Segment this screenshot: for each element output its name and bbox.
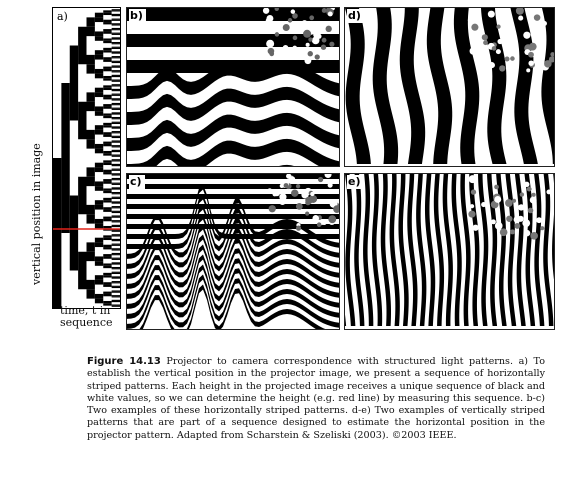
x-axis-label-line2: sequence: [60, 316, 113, 329]
panel-label-b: b): [129, 9, 146, 23]
x-axis-label: [60, 305, 113, 329]
figure-number: Figure 14.13: [87, 356, 161, 367]
gray-code-diagram: [53, 8, 120, 308]
photo-d: [345, 8, 554, 166]
y-axis-label: vertical position in image: [30, 143, 43, 285]
panel-d-vertical-stripes-coarse: [344, 7, 555, 167]
photo-b: [127, 8, 339, 166]
panel-c-horizontal-stripes-fine: [126, 173, 340, 330]
photo-c: [127, 174, 339, 329]
panel-label-d: d): [347, 9, 364, 23]
panel-label-c: c): [129, 175, 145, 189]
panel-a-gray-code: [52, 7, 121, 309]
y-axis-label-wrap: [30, 85, 48, 285]
panel-b-horizontal-stripes-coarse: [126, 7, 340, 167]
panel-e-vertical-stripes-fine: [344, 173, 555, 330]
panel-label-e: e): [347, 175, 364, 189]
caption-text: Projector to camera correspondence with structured light patterns. a) To establish the vertical position in the projector image, we present a sequence of horizontally striped patterns. Each height in the projected image receives a unique sequence of black and white values, so we can determine the height (e.g. red line) by measuring this sequence. b-c) Two examples of these horizontally striped patterns. d-e) Two examples of vertically striped patterns that are part of a sequence designed to estimate the horizontal position in the projector pattern. Adapted from Scharstein & Szeliski (2003). ©2003 IEEE.: [87, 356, 545, 441]
photo-e: [345, 174, 554, 329]
x-axis-label-line1: time, t in: [60, 304, 111, 317]
panel-label-a: a): [56, 10, 71, 24]
figure-caption: [87, 356, 545, 442]
